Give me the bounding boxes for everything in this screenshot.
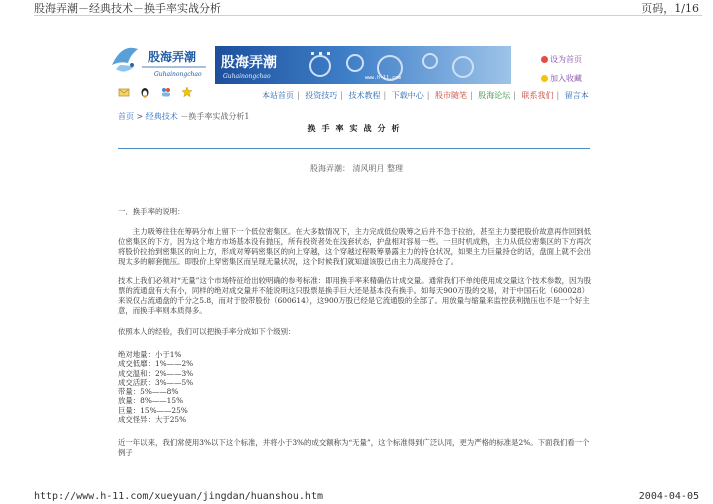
list-item: 带量：5%——8% [118, 387, 179, 397]
logo-sub-text: Guhainongchao [154, 71, 202, 78]
nav-forum[interactable]: 股海论坛 [478, 91, 511, 100]
paragraph-3: 依照本人的经验，我们可以把换手率分成如下个级别： [118, 327, 296, 336]
list-item: 放量：8%——15% [118, 396, 184, 406]
footer-url: http://www.h-11.com/xueyuan/jingdan/huanshou.htm [34, 491, 323, 502]
logo-main-text: 股海弄潮 [148, 50, 197, 64]
list-item: 成交低靡：1%——2% [118, 359, 194, 369]
site-logo[interactable] [108, 35, 212, 87]
nav-invest-tips[interactable]: 投资技巧 [305, 91, 338, 100]
list-item: 绝对地量：小于1% [118, 350, 182, 359]
home-icon [541, 56, 548, 63]
nav-guestbook[interactable]: 留言本 [564, 91, 589, 100]
document-title: 股海弄潮－经典技术－换手率实战分析 [34, 2, 221, 15]
people-icon[interactable] [160, 86, 172, 98]
banner-image [215, 46, 511, 84]
nav-stock-notes[interactable]: 股市随笔 [435, 91, 467, 100]
list-item: 成交温和：2%——3% [118, 368, 194, 378]
header-divider [34, 15, 702, 16]
author-line: 股海弄潮： 清风明月 整理 [309, 164, 404, 173]
paragraph-2: 技术上我们必须对“无量”这个市场特征给出较明确的参考标准：即用换手率来精确估计成交量。通常我们不单纯使用成交量这个技术参数，因为股票的流通盘有大有小，同样的绝对成交量并不能说明这只股票是换手巨大还是基本没有换手。如每天900万股的交易，对于中国石化（600028）来说仅占流通盘的千分之5.8，而对于胶带股份（600614），这900万股已经是它流通股的全部了。用放量与缩量来监控获利抛压也不是一个好主意，而换手率则本质得多。 [118, 276, 592, 315]
turnover-level-list [118, 350, 592, 424]
paragraph-1: 主力吸筹往往在筹码分布上留下一个低位密集区。在大多数情况下，主力完成低位吸筹之后并不急于拉抬，甚至主力要把股价故意再作回到低位密集区的下方，因为这个地方市场基本没有抛压，所有投资者处在浅套状态，护盘相对容易一些。一旦时机成熟，主力从低位密集区的下方再次将股价拉抬到密集区的向上方，形成对筹码密集区的向上穿越，这个穿越过程吸筹暴露主力的持仓状况，如果主力巨量持仓的话，盘面上就不会出现太多的解套抛压。即股价上穿密集区而呈现无量状况，这个时候我们就知道该股已由主力高度持仓了。 [118, 227, 592, 266]
set-home-link[interactable]: 设为首页 [541, 54, 582, 65]
nav-download-center[interactable]: 下载中心 [391, 91, 424, 100]
chevron-right-icon: > [136, 112, 146, 121]
list-item: 成交怪异：大于25% [118, 415, 187, 425]
banner-url-text: www.h-11.com [365, 75, 402, 81]
nav-icon-row [118, 86, 193, 98]
envelope-icon[interactable] [118, 86, 130, 98]
penguin-icon[interactable] [139, 86, 151, 98]
banner-main-text: 股海弄潮 [221, 55, 277, 71]
footer-date: 2004-04-05 [638, 491, 699, 502]
nav-home[interactable]: 本站首页 [262, 91, 294, 100]
section-heading: 一．换手率的说明： [118, 207, 185, 216]
breadcrumb [118, 111, 249, 122]
breadcrumb-current: －换手率实战分析1 [180, 112, 250, 121]
list-item: 巨量：15%——25% [118, 405, 188, 415]
breadcrumb-home[interactable]: 首页 [118, 112, 134, 121]
breadcrumb-section[interactable]: 经典技术 [145, 112, 178, 121]
main-nav: 本站首页 | 投资技巧 | 技术教程 | 下载中心 | 股市随笔 | 股海论坛 | 联系我们 | 留言本 [262, 91, 589, 100]
star-badge-icon[interactable] [181, 86, 193, 98]
nav-contact[interactable]: 联系我们 [521, 91, 554, 100]
banner-sub-text: Guhainongchao [223, 73, 271, 80]
title-divider [118, 148, 590, 149]
add-favorite-link[interactable]: 加入收藏 [541, 73, 582, 84]
page-number: 页码，1/16 [641, 2, 699, 15]
butterfly-wing-icon [112, 48, 138, 65]
paragraph-4: 近一年以来，我们常使用3%以下这个标准，并将小于3%的成交额称为“无量”，这个标准得到广泛认同，更为严格的标准是2%。下面我们看一个例子 [118, 438, 590, 457]
star-icon [541, 75, 548, 82]
nav-tech-tutorial[interactable]: 技术教程 [348, 91, 381, 100]
article-title: 换手率实战分析 [307, 123, 406, 133]
list-item: 成交活跃：3%——5% [118, 377, 194, 387]
